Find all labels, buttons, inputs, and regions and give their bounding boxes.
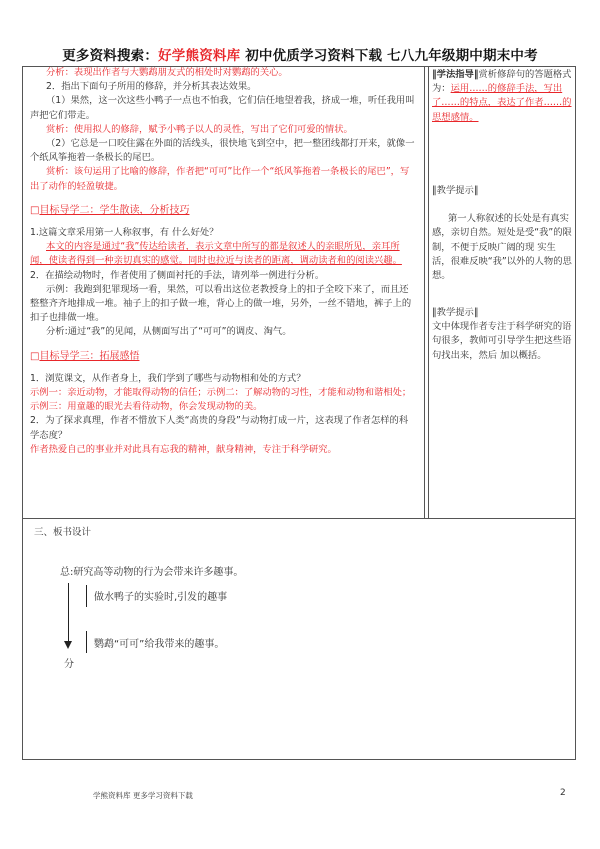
sentence-paragraph: （2）它总是一口咬住露在外面的活线头，很快地飞到空中，把一整团线都打开来，就像一个纸风筝拖着一条极长的尾巴。 — [30, 138, 415, 164]
question-paragraph: 2．指出下面句子所用的修辞，并分析其表达效果。 — [46, 81, 257, 93]
board-item-2: 鹦鹉“可可”给我带来的趣事。 — [94, 639, 225, 650]
sidebar-study-guide — [432, 68, 572, 125]
answer-paragraph: 作者热爱自己的事业并对此具有忘我的精神，献身精神，专注于科学研究。 — [30, 443, 337, 455]
sidebar-study-guide-title: ‖学法指导‖ — [432, 69, 479, 80]
board-total: 总:研究高等动物的行为会带来许多趣事。 — [60, 567, 244, 578]
section-heading-2: □目标导学二：学生散读，分析技巧 — [30, 204, 190, 216]
analysis-paragraph: 分析:通过“我”的见闻，从侧面写出了“可可”的调皮、淘气。 — [46, 326, 292, 338]
question-paragraph: 2．在描绘动物时，作者使用了侧面衬托的手法，请列举一例进行分析。 — [30, 269, 325, 281]
board-fen: 分 — [64, 659, 74, 670]
column-divider-left — [424, 66, 425, 518]
sidebar-teaching-tip-1 — [432, 184, 572, 283]
board-design — [60, 555, 480, 675]
sidebar-tip-body: 文中体现作者专注于科学研究的语句很多，教师可引导学生把这些语句找出来，然后 加以概括。 — [432, 321, 572, 361]
question-paragraph: 1．浏览课文，从作者身上，我们学到了哪些与动物相和处的方式？ — [30, 372, 306, 384]
example-paragraph: 示例：我跑到犯罪现场一看，果然，可以看出这位老教授身上的扣子全咬下来了，而且还整整齐齐地排成一堆。袖子上的扣子做一堆，背心上的做一堆，另外，一丝不错地，裤子上的扣子也排做一堆。 — [30, 283, 412, 324]
appreciation-paragraph: 赏析：使用拟人的修辞，赋予小鸭子以人的灵性，写出了它们可爱的情状。 — [46, 123, 353, 135]
analysis-paragraph: 分析：表现出作者与大鹦鹉朋友式的相处时对鹦鹉的关心。 — [46, 67, 288, 78]
sidebar-study-guide-text: ‖学法指导‖赏析修辞句的答题格式为：运用……的修辞手法，写出了……的特点，表达了作者……的思想感情。 — [432, 69, 572, 123]
sidebar-tip-body: 第一人称叙述的长处是有真实感，亲切自然。短处是受“我”的限制，不便于反映广阔的现 实生活，很难反映“我”以外的人物的思想。 — [432, 213, 572, 282]
column-divider-right — [428, 66, 429, 518]
answer-paragraph: 示例一：亲近动物，才能取得动物的信任；示例二：了解动物的习性，才能和动物和谐相处；示例三：用童趣的眼光去看待动物，你会发现动物的美。 — [30, 387, 412, 413]
question-paragraph: 1.这篇文章采用第一人称叙事，有 什么好处？ — [30, 227, 219, 239]
page-number: 2 — [560, 788, 566, 798]
sidebar-tip-title: ‖教学提示‖ — [432, 307, 479, 318]
sidebar-tip-title: ‖教学提示‖ — [432, 185, 479, 196]
section-heading-3: □目标导学三：拓展感悟 — [30, 350, 140, 362]
sentence-paragraph: （1）果然，这一次这些小鸭子一点也不怕我，它们信任地望着我，挤成一堆，听任我用叫声把它们带走。 — [30, 95, 415, 121]
banner-part1: 更多资料搜索： — [62, 48, 159, 64]
main-content — [30, 66, 416, 457]
appreciation-paragraph: 赏析：该句运用了比喻的修辞，作者把“可可”比作一个“纸风筝拖着一条极长的尾巴”，写出了动作的轻盈敏捷。 — [30, 166, 410, 192]
board-bar — [86, 585, 87, 607]
sidebar-teaching-tip-2 — [432, 306, 572, 363]
answer-paragraph: 本文的内容是通过“我”传达给读者，表示文章中所写的都是叙述人的亲眼所见，亲耳所闻，使读者得到一种亲切真实的感觉。同时也拉近与读者的距离，调动读者和的阅读兴趣。 — [30, 241, 402, 267]
question-paragraph: 2．为了探求真理，作者不惜放下人类“高贵的身段”与动物打成一片，这表现了作者怎样的科学态度？ — [30, 415, 409, 441]
board-item-1: 做水鸭子的实验时,引发的趣事 — [94, 592, 228, 603]
page-banner — [0, 44, 600, 64]
page-footer: 学熊资料库 更多学习资料下载 — [93, 791, 193, 800]
banner-part3: 初中优质学习资料下载 七八九年级期中期末中考 — [240, 48, 538, 64]
row-divider — [22, 518, 576, 519]
down-arrow-icon — [68, 583, 69, 645]
banner-site-name[interactable]: 好学熊资料库 — [158, 48, 241, 64]
board-bar — [86, 631, 87, 653]
board-design-title: 三、板书设计 — [34, 527, 92, 538]
arrowhead-icon — [64, 641, 72, 649]
